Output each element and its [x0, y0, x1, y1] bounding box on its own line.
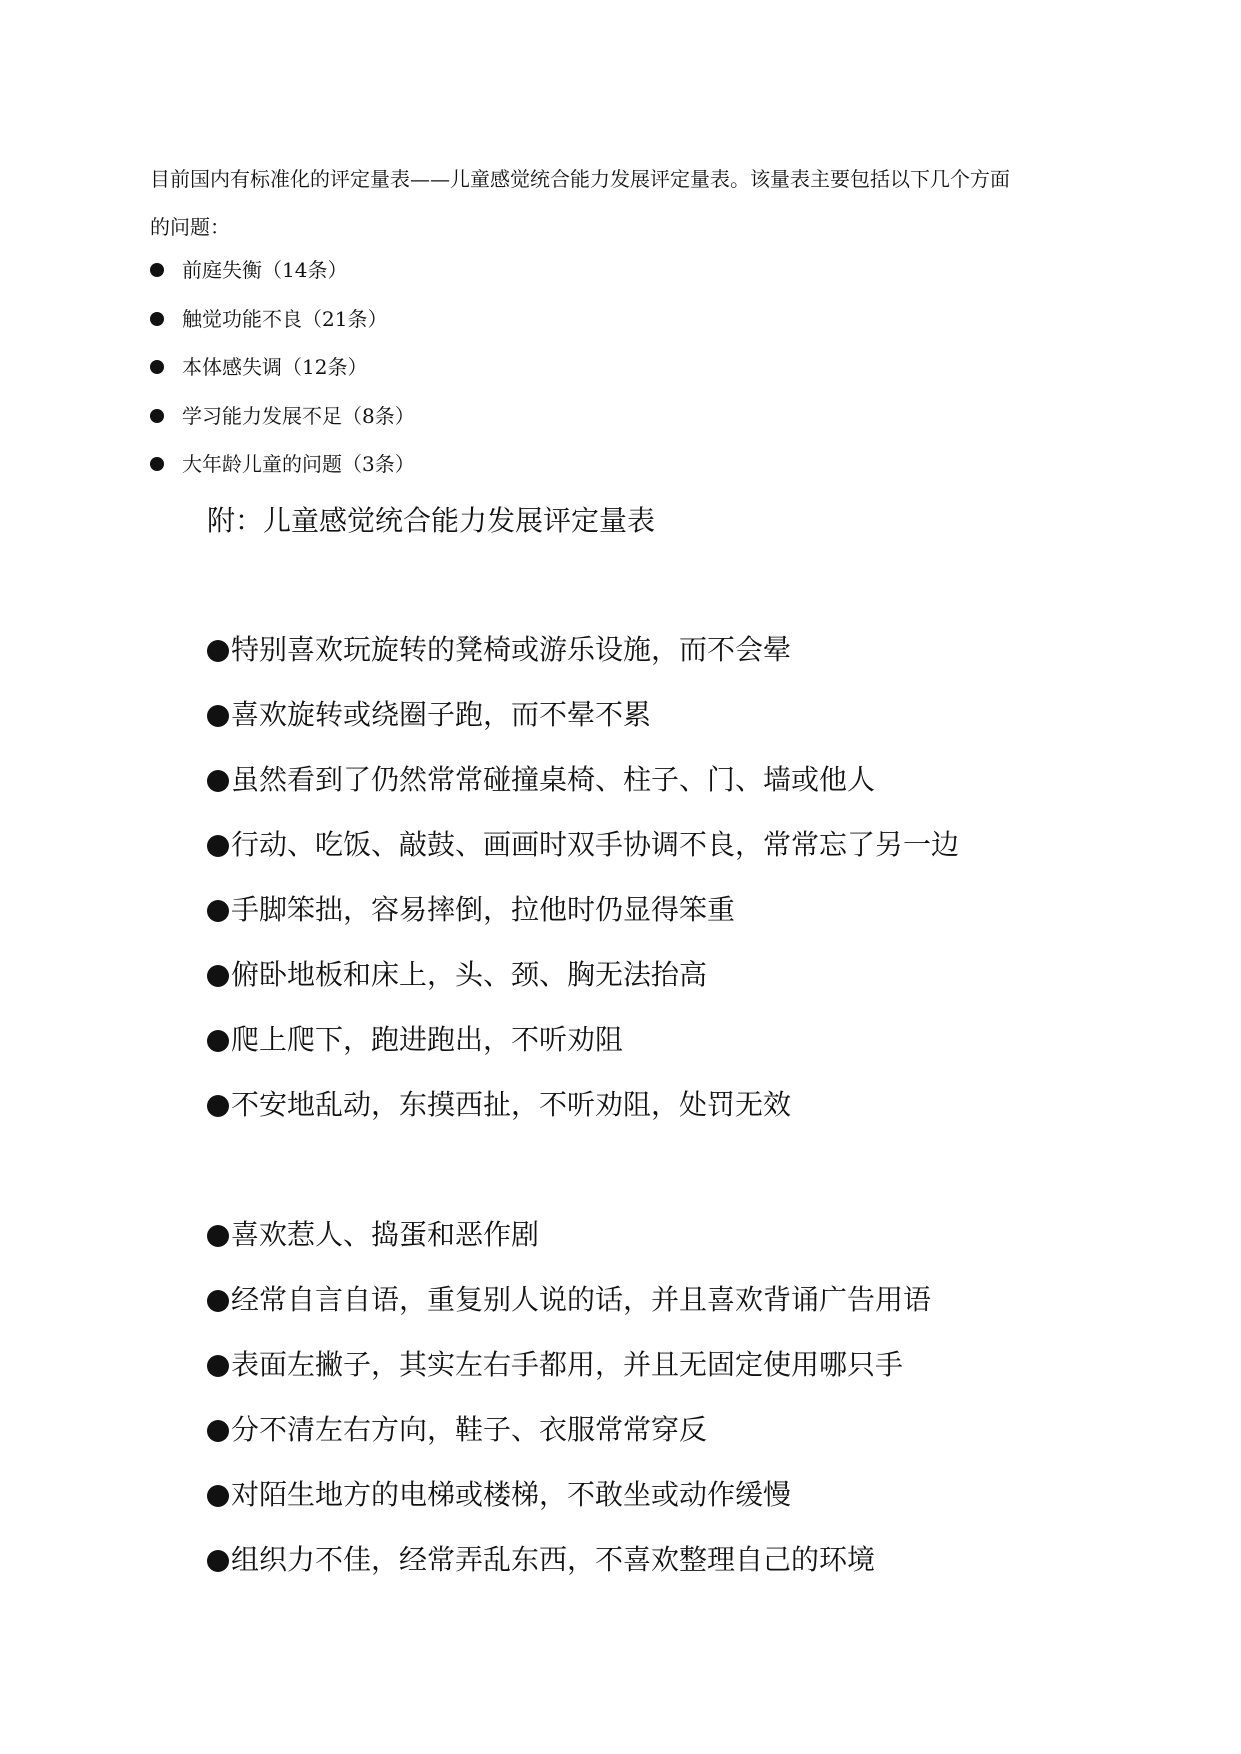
- assessment-item: [207, 1345, 931, 1410]
- bullet-icon: [207, 1355, 229, 1377]
- assessment-items-group-1: [207, 630, 959, 1150]
- assessment-item: [207, 955, 959, 1020]
- bullet-icon: [207, 1550, 229, 1572]
- bullet-icon: [150, 263, 164, 277]
- assessment-item: [207, 890, 959, 955]
- summary-item: [150, 304, 415, 353]
- bullet-icon: [207, 1420, 229, 1442]
- assessment-item-text: 对陌生地方的电梯或楼梯，不敢坐或动作缓慢: [231, 1478, 792, 1511]
- bullet-icon: [207, 900, 229, 922]
- assessment-item-text: 表面左撇子，其实左右手都用，并且无固定使用哪只手: [231, 1348, 904, 1381]
- assessment-item-text: 喜欢旋转或绕圈子跑，而不晕不累: [231, 698, 652, 731]
- assessment-item-text: 虽然看到了仍然常常碰撞桌椅、柱子、门、墙或他人: [231, 763, 876, 796]
- assessment-items-group-2: [207, 1215, 931, 1605]
- summary-item: [150, 401, 415, 450]
- bullet-icon: [207, 1030, 229, 1052]
- summary-item-text: 前庭失衡（14条）: [182, 258, 348, 282]
- summary-item-text: 大年龄儿童的问题（3条）: [182, 452, 415, 476]
- bullet-icon: [207, 1485, 229, 1507]
- summary-item: [150, 255, 415, 304]
- bullet-icon: [207, 1290, 229, 1312]
- assessment-item: [207, 825, 959, 890]
- appendix-title: 附：儿童感觉统合能力发展评定量表: [207, 504, 656, 537]
- assessment-item-text: 不安地乱动，东摸西扯，不听劝阻，处罚无效: [231, 1088, 792, 1121]
- intro-paragraph: [150, 155, 1090, 251]
- category-summary-list: [150, 255, 415, 498]
- bullet-icon: [207, 640, 229, 662]
- intro-line-2: 的问题：: [150, 215, 230, 239]
- summary-item-text: 触觉功能不良（21条）: [182, 306, 388, 331]
- bullet-icon: [207, 770, 229, 792]
- assessment-item-text: 经常自言自语，重复别人说的话，并且喜欢背诵广告用语: [231, 1283, 932, 1316]
- assessment-item: [207, 1540, 931, 1605]
- assessment-item-text: 行动、吃饭、敲鼓、画画时双手协调不良，常常忘了另一边: [231, 828, 960, 861]
- assessment-item: [207, 1215, 931, 1280]
- assessment-item-text: 特别喜欢玩旋转的凳椅或游乐设施，而不会晕: [231, 633, 792, 666]
- summary-item: [150, 352, 415, 401]
- assessment-item: [207, 1085, 959, 1150]
- assessment-item: [207, 1410, 931, 1475]
- bullet-icon: [150, 457, 164, 471]
- summary-item-text: 本体感失调（12条）: [182, 355, 368, 379]
- bullet-icon: [207, 1095, 229, 1117]
- assessment-item: [207, 1475, 931, 1540]
- intro-line-1: 目前国内有标准化的评定量表——儿童感觉统合能力发展评定量表。该量表主要包括以下几个方面: [150, 167, 1010, 191]
- assessment-item: [207, 1020, 959, 1085]
- assessment-item-text: 组织力不佳，经常弄乱东西，不喜欢整理自己的环境: [231, 1543, 876, 1576]
- assessment-item: [207, 695, 959, 760]
- bullet-icon: [207, 835, 229, 857]
- bullet-icon: [207, 705, 229, 727]
- summary-item: [150, 449, 415, 498]
- bullet-icon: [150, 312, 164, 326]
- assessment-item: [207, 760, 959, 825]
- summary-item-text: 学习能力发展不足（8条）: [182, 403, 415, 428]
- bullet-icon: [207, 1225, 229, 1247]
- bullet-icon: [150, 409, 164, 423]
- assessment-item-text: 爬上爬下，跑进跑出，不听劝阻: [231, 1023, 624, 1056]
- assessment-item-text: 俯卧地板和床上，头、颈、胸无法抬高: [231, 958, 708, 991]
- assessment-item: [207, 630, 959, 695]
- assessment-item-text: 手脚笨拙，容易摔倒，拉他时仍显得笨重: [231, 893, 736, 926]
- assessment-item-text: 分不清左右方向，鞋子、衣服常常穿反: [231, 1413, 708, 1446]
- assessment-item: [207, 1280, 931, 1345]
- bullet-icon: [150, 360, 164, 374]
- bullet-icon: [207, 965, 229, 987]
- assessment-item-text: 喜欢惹人、捣蛋和恶作剧: [231, 1218, 540, 1251]
